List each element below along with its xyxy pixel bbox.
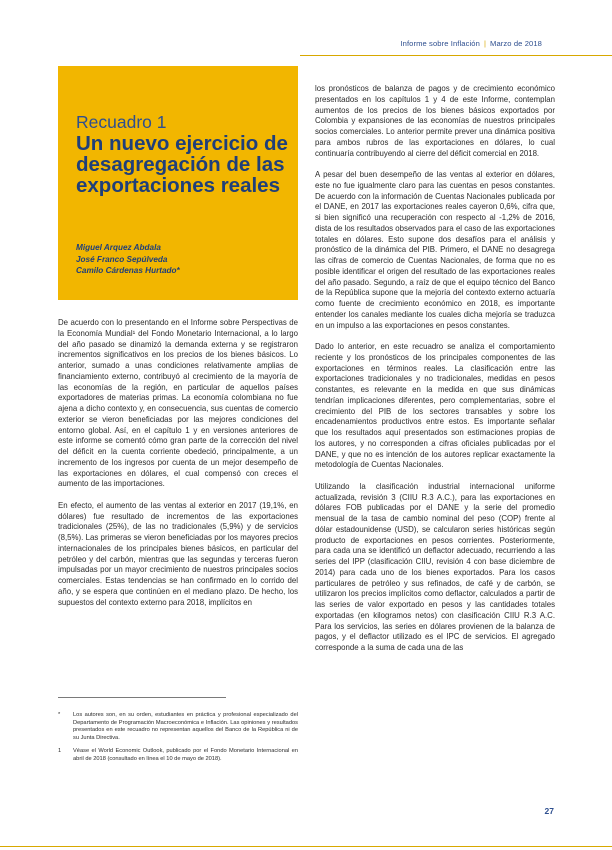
page-number: 27	[544, 806, 554, 816]
body-paragraph: De acuerdo con lo presentando en el Informe sobre Perspectivas de la Economía Mundial¹ del Fondo Monetario Internacional, a lo largo del año pasado se dinamizó la demanda externa y se registraron incrementos significativos en los precios de los bienes básicos. Lo anterior, sumado a unas condiciones relativamente amplias de financiamiento externo, contribuyó al crecimiento de la mayoría de las economías de la región, en particular de aquellos países exportadores de materias primas. La economía colombiana no fue ajena a dicho contexto y, en consecuencia, sus cuentas de comercio exterior se vieron beneficiadas por las mejores condiciones del entorno global. Así, en el capítulo 1 y en versiones anteriores de este informe se comentó cómo gran parte de la corrección del nivel del déficit en la cuenta corriente obedeció, principalmente, a un incremento de los ingresos por cuenta de un mejor desempeño de las exportaciones en dólares, el cual compensó con creces el aumento de las importaciones.	[58, 318, 298, 489]
author-list	[76, 242, 180, 277]
footnotes	[58, 712, 298, 770]
footnote-mark: *	[58, 712, 61, 718]
body-paragraph: En efecto, el aumento de las ventas al exterior en 2017 (19,1%, en dólares) fue resultado de incrementos de las exportaciones tradicionales (25%), de las no tradicionales (5,9%) y de servicios (8,5%). Las primeras se vieron beneficiadas por los mayores precios internacionales de los principales bienes básicos, en particular del petróleo y del carbón, mientras que las segundas y terceras fueron impulsadas por un mayor crecimiento de nuestros principales socios comerciales. Estas tendencias se han confirmado en lo corrido del año, y se espera que continúen en el mediano plazo. De hecho, los supuestos del contexto externo para 2018, implícitos en	[58, 500, 298, 607]
left-column	[58, 318, 298, 619]
body-paragraph: Dado lo anterior, en este recuadro se analiza el comportamiento reciente y los pronósticos de los principales componentes de las exportaciones en términos reales. La clasificación entre las exportaciones tradicionales y no tradicionales, medidas en pesos constantes, es relevante en la medida en que sus dinámicas tendrían implicaciones diferentes, pero complementarias, sobre el crecimiento del PIB de los sectores transables y sobre los encadenamientos productivos entre estos. Es importante señalar que los resultados aquí presentados son estimaciones propias de los autores, y no corresponden a cifras oficiales publicadas por el DANE, y que no es intención de los autores replicar exactamente la metodología de Cuentas Nacionales.	[315, 342, 555, 470]
header-text	[400, 39, 542, 48]
header-date: Marzo de 2018	[490, 39, 542, 48]
footnote-text: Los autores son, en su orden, estudiantes en práctica y profesional especializado del Departamento de Programación Macroeconómica e Inflación. Las opiniones y resultados presentados en este recuadro no representan aquellos del Banco de la República ni de su Junta Directiva.	[73, 712, 298, 741]
author-name: Miguel Arquez Abdala	[76, 243, 161, 252]
footnote-text: Véase el World Economic Outlook, publicado por el Fondo Monetario Internacional en abril de 2018 (consultado en línea el 10 de mayo de 2018).	[73, 748, 298, 762]
footnote-mark: 1	[58, 748, 62, 755]
footer-rule	[0, 846, 612, 847]
footnote-divider	[58, 697, 226, 698]
running-header	[0, 36, 612, 56]
author-name: José Franco Sepúlveda	[76, 254, 168, 264]
box-title: Un nuevo ejercicio de desagregación de las exportaciones reales	[76, 132, 288, 197]
body-paragraph: Utilizando la clasificación industrial internacional uniforme actualizada, revisión 3 (CIIU R.3 A.C.), para las exportaciones en dólares FOB publicadas por el DANE y la serie del promedio mensual de la tasa de cambio nominal del peso (COP) frente al dólar estadounidense (USD), se calcularon series históricas según producto de exportaciones en pesos corrientes. Posteriormente, para cada una se identificó un deflactor adecuado, recurriendo a las series del IPP (clasificación CIIU, revisión 4 con base diciembre de 2014) para cada uno de los bienes exportados. Para los casos particulares de petróleo y sus refinados, de café y de carbón, se utilizaron los precios implícitos como deflactor, calculados a partir de las series de valor exportado en pesos y las cantidades totales exportadas (en kilogramos netos) con clasificación CIIU R.3 A.C. Para los servicios, las series en dólares provienen de la balanza de pagos, y el deflactor utilizado es el IPC de servicios. El agregado corresponde a la suma de cada una de las	[315, 481, 555, 652]
header-rule	[300, 55, 612, 56]
body-paragraph: A pesar del buen desempeño de las ventas al exterior en dólares, este no fue igualmente claro para las cuentas en pesos constantes. De acuerdo con la información de Cuentas Nacionales publicada por el DANE, en 2017 las exportaciones reales cayeron 0,6%, cifra que, si bien significó una recuperación con respecto al -1,2% de 2016, dista de los resultados observados para el caso de las exportaciones totales en dólares. Esto supone dos desafíos para el análisis y pronóstico de la dinámica del PIB. Primero, el DANE no desagrega las cifras de comercio de Cuentas Nacionales, de forma que no es posible identificar el origen del resultado de las exportaciones reales del año pasado. Segundo, a raíz de que el equipo técnico del Banco de la República supone que la mejoría del contexto externo actuaría como fuente de crecimiento económico en 2018, es importante entender los canales mediante los cuales dicha mejoría se traduzca en un impulso a las exportaciones en pesos constantes.	[315, 170, 555, 330]
author-name: Camilo Cárdenas Hurtado*	[76, 266, 180, 275]
footnote	[58, 712, 298, 742]
right-column	[315, 84, 555, 665]
body-paragraph: los pronósticos de balanza de pagos y de crecimiento económico presentados en los capítulos 1 y 4 de este Informe, contemplan aumentos de los precios de los bienes básicos exportados por Colombia y expansiones de las economías de nuestros principales socios comerciales. Lo anterior permite prever una dinámica positiva para ambos rubros de las exportaciones en dólares, lo cual continuaría contribuyendo al cierre del déficit comercial en 2018.	[315, 84, 555, 158]
header-publication: Informe sobre Inflación	[400, 39, 480, 48]
header-separator: |	[483, 39, 487, 48]
box-label: Recuadro 1	[76, 112, 167, 132]
footnote	[58, 748, 298, 763]
